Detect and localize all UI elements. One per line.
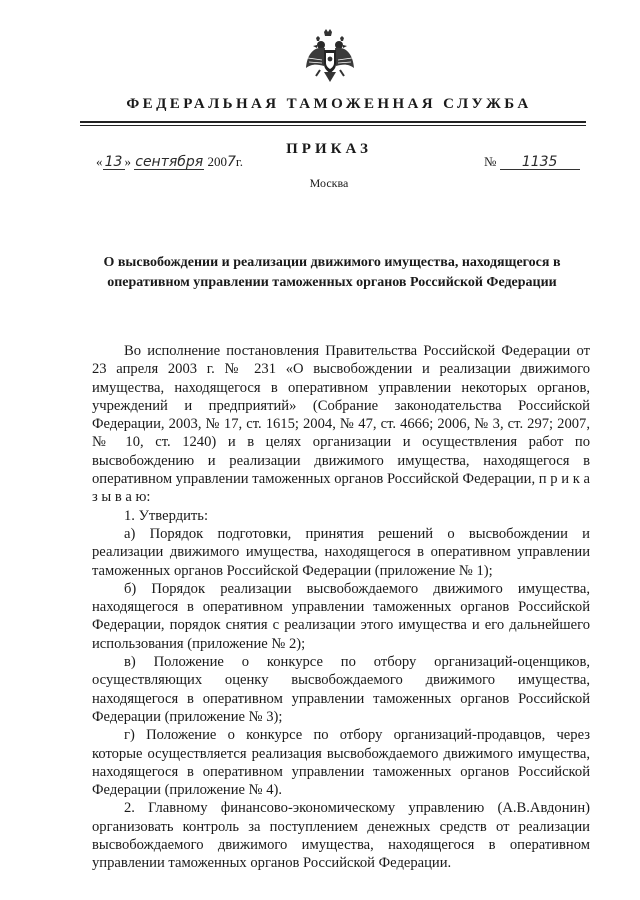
item-1-paragraph: 1. Утвердить:: [124, 507, 209, 524]
preamble-paragraph: Во исполнение постановления Правительства Российской Федерации от 23 апреля 2003 г. № 231 «О высвобождении и реализации движимого имущества, находящегося в оперативном управлении некоторых органов, учреждений и предприятий» (Собрание законодательства Российской Федерации, 2003, № 17, ст. 1615; 2004, № 47, ст. 4666; 2006, № 3, ст. 297; 2007, № 10, ст. 1240) и в целях организации и осуществления работ по высвобождению и реализации движимого имущества, находящегося в оперативном управлении таможенных органов Российской Федерации, п р и к а з ы в а ю:: [92, 343, 590, 506]
double-headed-eagle-icon: [304, 28, 356, 86]
order-number-value: 1135: [500, 155, 580, 170]
header-divider-thin: [80, 125, 586, 126]
date-day: 13: [103, 155, 125, 170]
item-2-paragraph: 2. Главному финансово-экономическому управлению (А.В.Авдонин) организовать контроль за поступлением денежных средств от реализации высвобождаемого движимого имущества, находящегося в оперативном управлении таможенных органов Российской Федерации.: [92, 800, 590, 872]
date-quote-close: »: [124, 154, 131, 169]
item-1d-paragraph: г) Положение о конкурсе по отбору организаций-продавцов, через которые осуществляется реализация высвобождаемого движимого имущества, находящегося в оперативном управлении таможенных органов Российской Федерации (приложение № 4).: [92, 727, 590, 799]
order-number: [484, 154, 580, 170]
order-date: [96, 154, 243, 170]
date-year-unit: г.: [235, 154, 244, 169]
header-divider-thick: [80, 121, 586, 123]
agency-name: ФЕДЕРАЛЬНАЯ ТАМОЖЕННАЯ СЛУЖБА: [126, 96, 532, 112]
date-year-suffix: 7: [227, 154, 236, 170]
order-subject: О высвобождении и реализации движимого имущества, находящегося в оперативном управлении таможенных органов Российской Федерации: [103, 255, 561, 290]
order-body: [92, 342, 590, 873]
date-month: сентября: [135, 154, 204, 170]
item-1b-paragraph: б) Порядок реализации высвобождаемого движимого имущества, находящегося в оперативном управлении таможенных органов Российской Федерации, порядок снятия с реализации этого имущества и его дальнейшего использования (приложение № 2);: [92, 580, 590, 652]
order-title: ПРИКАЗ: [286, 141, 372, 157]
order-city: Москва: [309, 176, 349, 190]
item-1a-paragraph: а) Порядок подготовки, принятия решений о высвобождении и реализации движимого имущества, находящегося в оперативном управлении таможенных органов Российской Федерации (приложение № 1);: [92, 525, 590, 579]
item-1c-paragraph: в) Положение о конкурсе по отбору организаций-оценщиков, осуществляющих оценку высвобождаемого движимого имущества, находящегося в оперативном управлении таможенных органов Российской Федерации (приложение № 3);: [92, 654, 590, 725]
number-sign: №: [484, 154, 497, 169]
date-year-prefix: 200: [207, 154, 227, 169]
date-quote-open: «: [96, 154, 103, 169]
